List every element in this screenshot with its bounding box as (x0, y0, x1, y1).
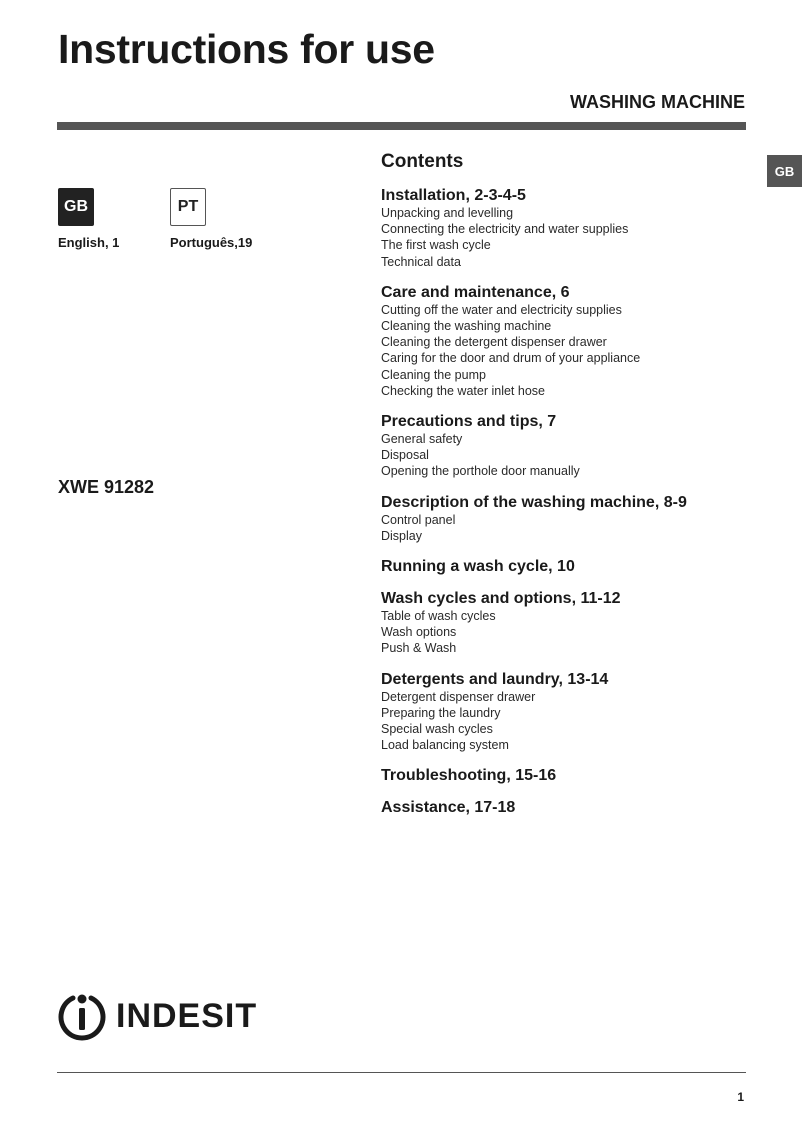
language-side-tab[interactable]: GB (767, 155, 802, 187)
section-item-list (381, 512, 781, 544)
section-heading: Wash cycles and options, 11-12 (381, 590, 621, 608)
contents-section (381, 284, 781, 399)
section-item: Wash options (381, 625, 457, 640)
contents-section (381, 413, 781, 480)
model-number: XWE 91282 (58, 477, 155, 497)
section-item: General safety (381, 432, 463, 447)
section-item: Cleaning the detergent dispenser drawer (381, 335, 607, 350)
contents-section (381, 187, 781, 270)
section-item: Preparing the laundry (381, 705, 501, 720)
section-heading: Running a wash cycle, 10 (381, 558, 575, 576)
section-heading: Troubleshooting, 15-16 (381, 767, 557, 785)
contents-section (381, 494, 781, 544)
section-item: Connecting the electricity and water supplies (381, 222, 629, 237)
section-heading: Description of the washing machine, 8-9 (381, 493, 687, 511)
section-item: Control panel (381, 512, 456, 527)
brand-logo (56, 990, 257, 1042)
language-pt[interactable] (170, 188, 252, 250)
section-heading: Assistance, 17-18 (381, 799, 516, 817)
language-code-badge: GB (58, 188, 94, 226)
language-code-badge: PT (170, 188, 206, 226)
section-item: Opening the porthole door manually (381, 464, 580, 479)
bottom-divider (57, 1072, 746, 1073)
section-heading: Care and maintenance, 6 (381, 283, 570, 301)
brand-name: INDESIT (116, 997, 258, 1035)
top-divider (57, 122, 746, 130)
table-of-contents (381, 150, 781, 831)
section-item: Cleaning the pump (381, 367, 486, 382)
section-item: The first wash cycle (381, 238, 491, 253)
contents-section (381, 558, 781, 576)
section-item: Display (381, 528, 422, 543)
section-item: Disposal (381, 448, 429, 463)
section-heading: Detergents and laundry, 13-14 (381, 670, 609, 688)
contents-section (381, 767, 781, 785)
language-label: Português,19 (170, 235, 253, 250)
section-item: Detergent dispenser drawer (381, 689, 536, 704)
document-subtitle: WASHING MACHINE (570, 92, 745, 112)
section-item: Unpacking and levelling (381, 206, 514, 220)
contents-section (381, 799, 781, 817)
contents-section (381, 590, 781, 657)
section-item-list (381, 608, 781, 657)
section-heading: Installation, 2-3-4-5 (381, 187, 526, 204)
section-item: Caring for the door and drum of your appliance (381, 351, 641, 366)
page-title: Instructions for use (58, 26, 435, 72)
language-gb[interactable] (58, 188, 119, 250)
section-heading: Precautions and tips, 7 (381, 413, 557, 431)
language-label: English, 1 (58, 235, 120, 250)
section-item: Technical data (381, 254, 461, 269)
section-item: Table of wash cycles (381, 609, 496, 624)
section-item: Load balancing system (381, 738, 509, 753)
section-item-list (381, 431, 781, 480)
section-item-list (381, 302, 781, 399)
contents-section (381, 671, 781, 754)
section-item: Cleaning the washing machine (381, 319, 552, 334)
contents-heading: Contents (381, 151, 464, 172)
section-item-list (381, 689, 781, 754)
section-item: Cutting off the water and electricity supplies (381, 302, 622, 317)
section-item: Push & Wash (381, 641, 457, 656)
indesit-logo-icon (56, 990, 108, 1042)
page-number: 1 (737, 1090, 744, 1104)
section-item-list (381, 205, 781, 270)
section-item: Checking the water inlet hose (381, 383, 545, 398)
section-item: Special wash cycles (381, 722, 493, 737)
